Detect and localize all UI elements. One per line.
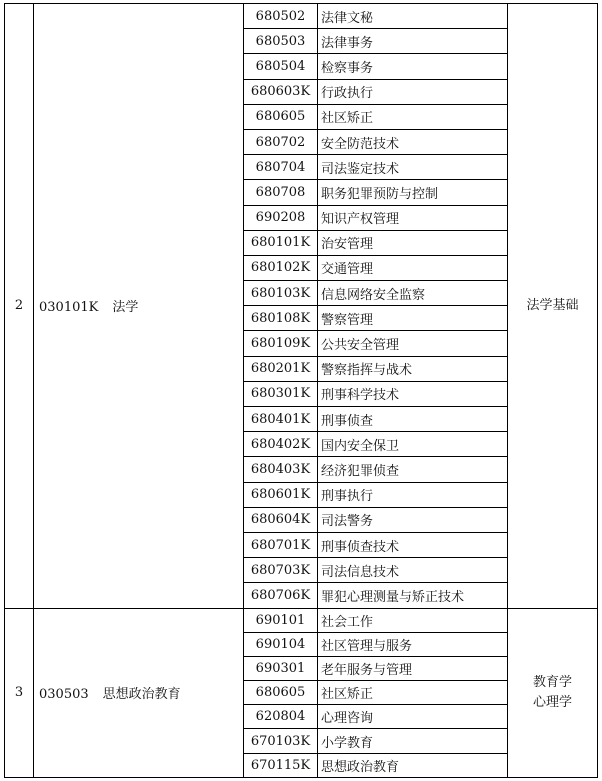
exam-course: 教育学 (532, 674, 572, 690)
vocational-code: 680706K (244, 583, 318, 608)
vocational-code: 680402K (244, 432, 318, 457)
vocational-name: 安全防范技术 (318, 129, 508, 154)
vocational-name: 经济犯罪侦查 (318, 457, 508, 482)
vocational-code: 620804 (244, 705, 318, 729)
vocational-code: 680601K (244, 482, 318, 507)
vocational-name: 老年服务与管理 (318, 656, 508, 680)
vocational-code: 690101 (244, 608, 318, 632)
vocational-name: 社区矫正 (318, 681, 508, 705)
vocational-code: 690208 (244, 205, 318, 230)
vocational-code: 680605 (244, 681, 318, 705)
exam-course: 心理学 (532, 694, 572, 710)
major-name: 思想政治教育 (102, 687, 181, 703)
vocational-name: 刑事科学技术 (318, 381, 508, 406)
vocational-code: 690301 (244, 656, 318, 680)
vocational-name: 检察事务 (318, 54, 508, 79)
vocational-code: 680103K (244, 281, 318, 306)
vocational-name: 心理咨询 (318, 705, 508, 729)
exam-course: 法学基础 (526, 297, 579, 313)
major-code: 030503 (39, 687, 89, 703)
vocational-name: 刑事执行 (318, 482, 508, 507)
exam-courses (508, 4, 598, 609)
vocational-name: 刑事侦查 (318, 407, 508, 432)
major-mapping-table (4, 3, 598, 778)
vocational-name: 信息网络安全监察 (318, 281, 508, 306)
vocational-code: 680101K (244, 230, 318, 255)
vocational-code: 680401K (244, 407, 318, 432)
vocational-code: 680403K (244, 457, 318, 482)
vocational-code: 680504 (244, 54, 318, 79)
vocational-code: 680201K (244, 356, 318, 381)
table-row (5, 4, 598, 29)
group-number: 2 (5, 4, 34, 609)
vocational-code: 680704 (244, 155, 318, 180)
vocational-name: 法律文秘 (318, 4, 508, 29)
vocational-name: 国内安全保卫 (318, 432, 508, 457)
vocational-name: 刑事侦查技术 (318, 532, 508, 557)
vocational-code: 680503 (244, 29, 318, 54)
vocational-name: 社区矫正 (318, 104, 508, 129)
group-number: 3 (5, 608, 34, 778)
vocational-name: 职务犯罪预防与控制 (318, 180, 508, 205)
undergrad-major (34, 4, 244, 609)
vocational-code: 680102K (244, 255, 318, 280)
vocational-name: 交通管理 (318, 255, 508, 280)
major-code: 030101K (39, 300, 99, 316)
vocational-name: 警察指挥与战术 (318, 356, 508, 381)
vocational-code: 670115K (244, 753, 318, 777)
vocational-name: 小学教育 (318, 729, 508, 753)
vocational-code: 680701K (244, 532, 318, 557)
vocational-code: 690104 (244, 632, 318, 656)
vocational-code: 680703K (244, 558, 318, 583)
vocational-code: 680502 (244, 4, 318, 29)
vocational-code: 680702 (244, 129, 318, 154)
vocational-code: 680603K (244, 79, 318, 104)
vocational-name: 司法鉴定技术 (318, 155, 508, 180)
undergrad-major (34, 608, 244, 778)
vocational-name: 警察管理 (318, 306, 508, 331)
exam-courses (508, 608, 598, 778)
table-row (5, 608, 598, 632)
vocational-name: 罪犯心理测量与矫正技术 (318, 583, 508, 608)
vocational-code: 680108K (244, 306, 318, 331)
vocational-name: 社区管理与服务 (318, 632, 508, 656)
vocational-name: 司法警务 (318, 507, 508, 532)
vocational-name: 公共安全管理 (318, 331, 508, 356)
vocational-code: 680109K (244, 331, 318, 356)
table-body (5, 4, 598, 778)
vocational-code: 680708 (244, 180, 318, 205)
vocational-name: 司法信息技术 (318, 558, 508, 583)
vocational-name: 思想政治教育 (318, 753, 508, 777)
vocational-name: 治安管理 (318, 230, 508, 255)
vocational-code: 680605 (244, 104, 318, 129)
vocational-name: 知识产权管理 (318, 205, 508, 230)
vocational-name: 社会工作 (318, 608, 508, 632)
vocational-code: 680301K (244, 381, 318, 406)
vocational-name: 行政执行 (318, 79, 508, 104)
vocational-name: 法律事务 (318, 29, 508, 54)
vocational-code: 670103K (244, 729, 318, 753)
vocational-code: 680604K (244, 507, 318, 532)
major-name: 法学 (112, 300, 139, 316)
